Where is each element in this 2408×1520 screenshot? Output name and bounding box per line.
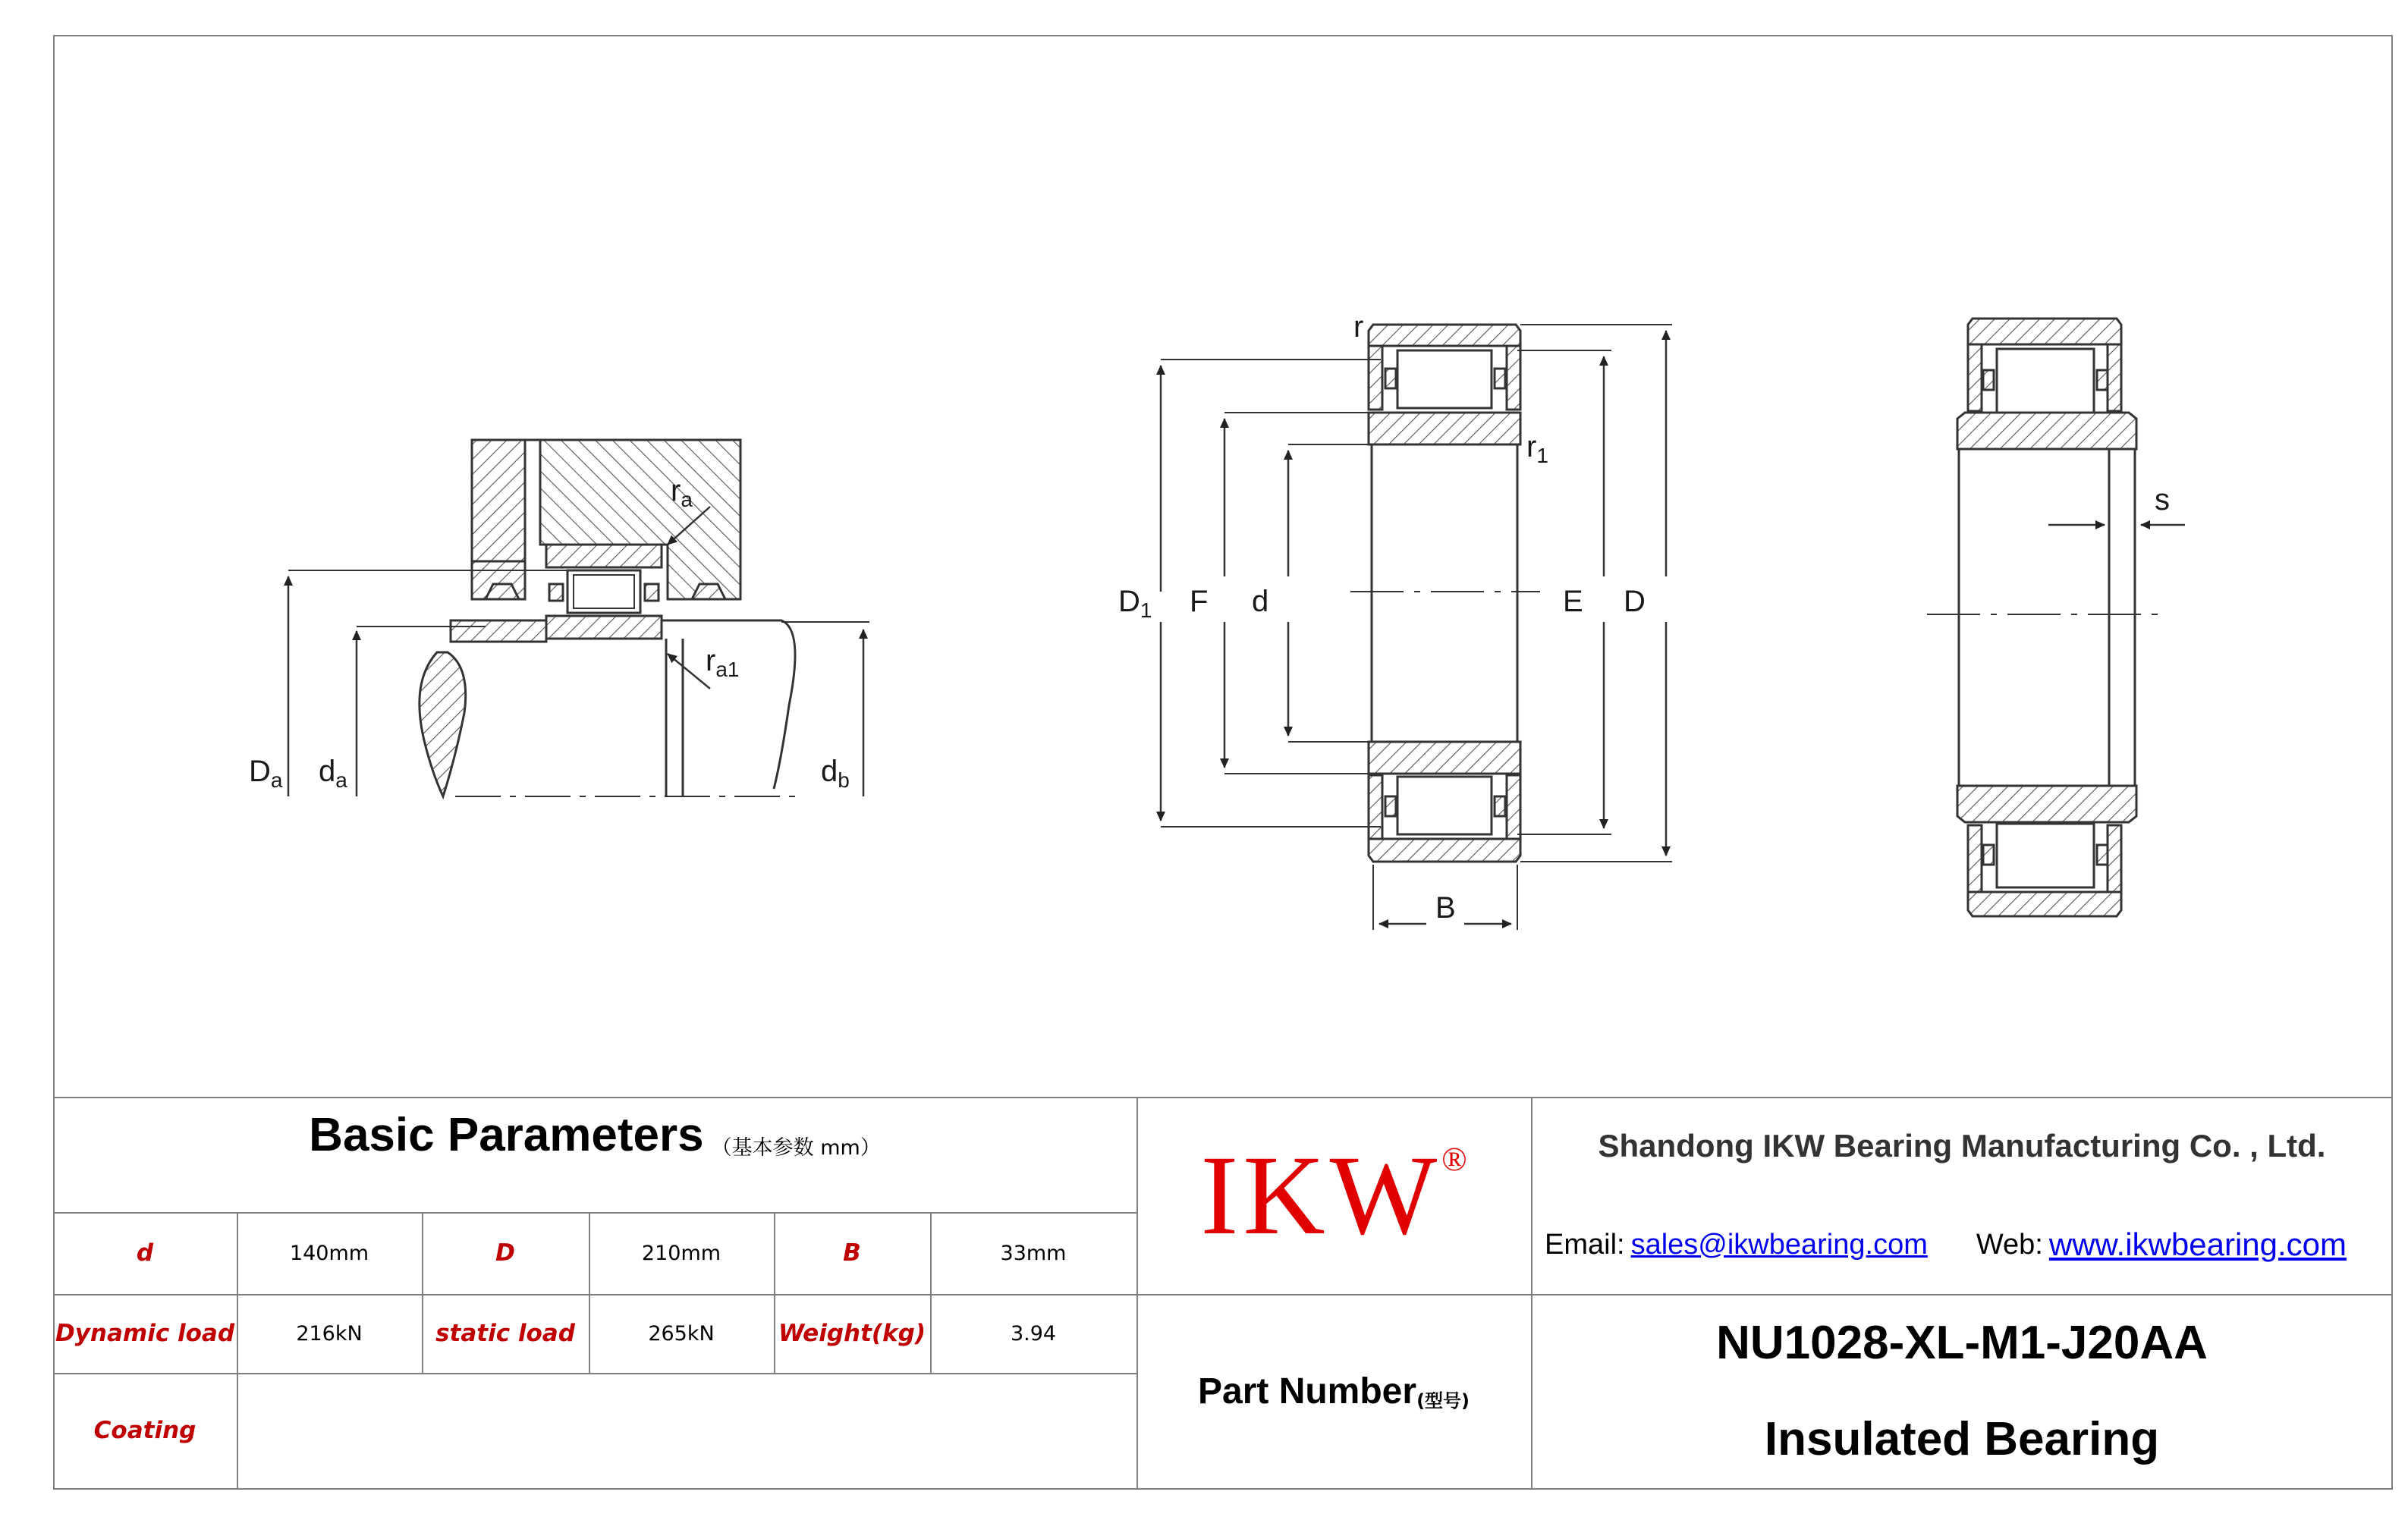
- title-block: [53, 1097, 2393, 1490]
- value-coating: [237, 1373, 1136, 1488]
- label-r1: $r_1$: [1526, 430, 1548, 467]
- label-d: d: [1252, 585, 1269, 618]
- ikw-logo: IKW ®: [1200, 1132, 1467, 1258]
- label-dynamic-load: Dynamic load: [55, 1320, 235, 1347]
- part-number-label: Part Number (型号): [1197, 1371, 1470, 1412]
- value-weight: 3.94: [1010, 1321, 1057, 1346]
- company-name: Shandong IKW Bearing Manufacturing Co. , Ltd.: [1598, 1128, 2326, 1164]
- value-static-load: 265kN: [648, 1321, 715, 1346]
- insulated-bearing-view: [1927, 319, 2185, 916]
- label-ra: $r_a$: [671, 474, 693, 511]
- value-dynamic-load: 216kN: [296, 1321, 363, 1346]
- bearing-section-view: [1161, 325, 1672, 930]
- label-E: E: [1563, 585, 1583, 618]
- value-d: 140mm: [289, 1241, 369, 1265]
- label-D: D: [495, 1239, 515, 1267]
- web-label: Web:: [1976, 1228, 2043, 1261]
- company-contact: [1531, 1195, 2393, 1294]
- label-ra1: $r_{a1}$: [706, 644, 740, 681]
- bearing-type: Insulated Bearing: [1764, 1412, 2160, 1465]
- params-unit-note: （基本参数 mm）: [711, 1135, 881, 1160]
- label-weight: Weight(kg): [778, 1320, 926, 1347]
- website-link[interactable]: www.ikwbearing.com: [2048, 1226, 2347, 1262]
- mounting-view: [288, 440, 869, 796]
- params-title: Basic Parameters （基本参数 mm）: [309, 1108, 881, 1161]
- label-D1: $D_1$: [1118, 585, 1152, 622]
- part-number: NU1028-XL-M1-J20AA: [1716, 1316, 2208, 1369]
- label-B: B: [843, 1239, 861, 1267]
- label-db: $d_b$: [821, 755, 850, 792]
- label-coating: Coating: [93, 1417, 196, 1444]
- label-r: r: [1353, 310, 1364, 344]
- value-B: 33mm: [1000, 1241, 1067, 1265]
- label-F: F: [1190, 585, 1209, 618]
- label-Da: $D_a$: [249, 755, 283, 792]
- value-D: 210mm: [641, 1241, 721, 1265]
- email-link[interactable]: sales@ikwbearing.com: [1630, 1228, 1928, 1261]
- label-da: $d_a$: [319, 755, 347, 792]
- label-D: D: [1624, 585, 1646, 618]
- label-B: B: [1435, 891, 1456, 925]
- email-label: Email:: [1545, 1228, 1625, 1261]
- label-d: d: [136, 1239, 154, 1267]
- label-s: s: [2155, 483, 2170, 517]
- label-static-load: static load: [435, 1320, 575, 1347]
